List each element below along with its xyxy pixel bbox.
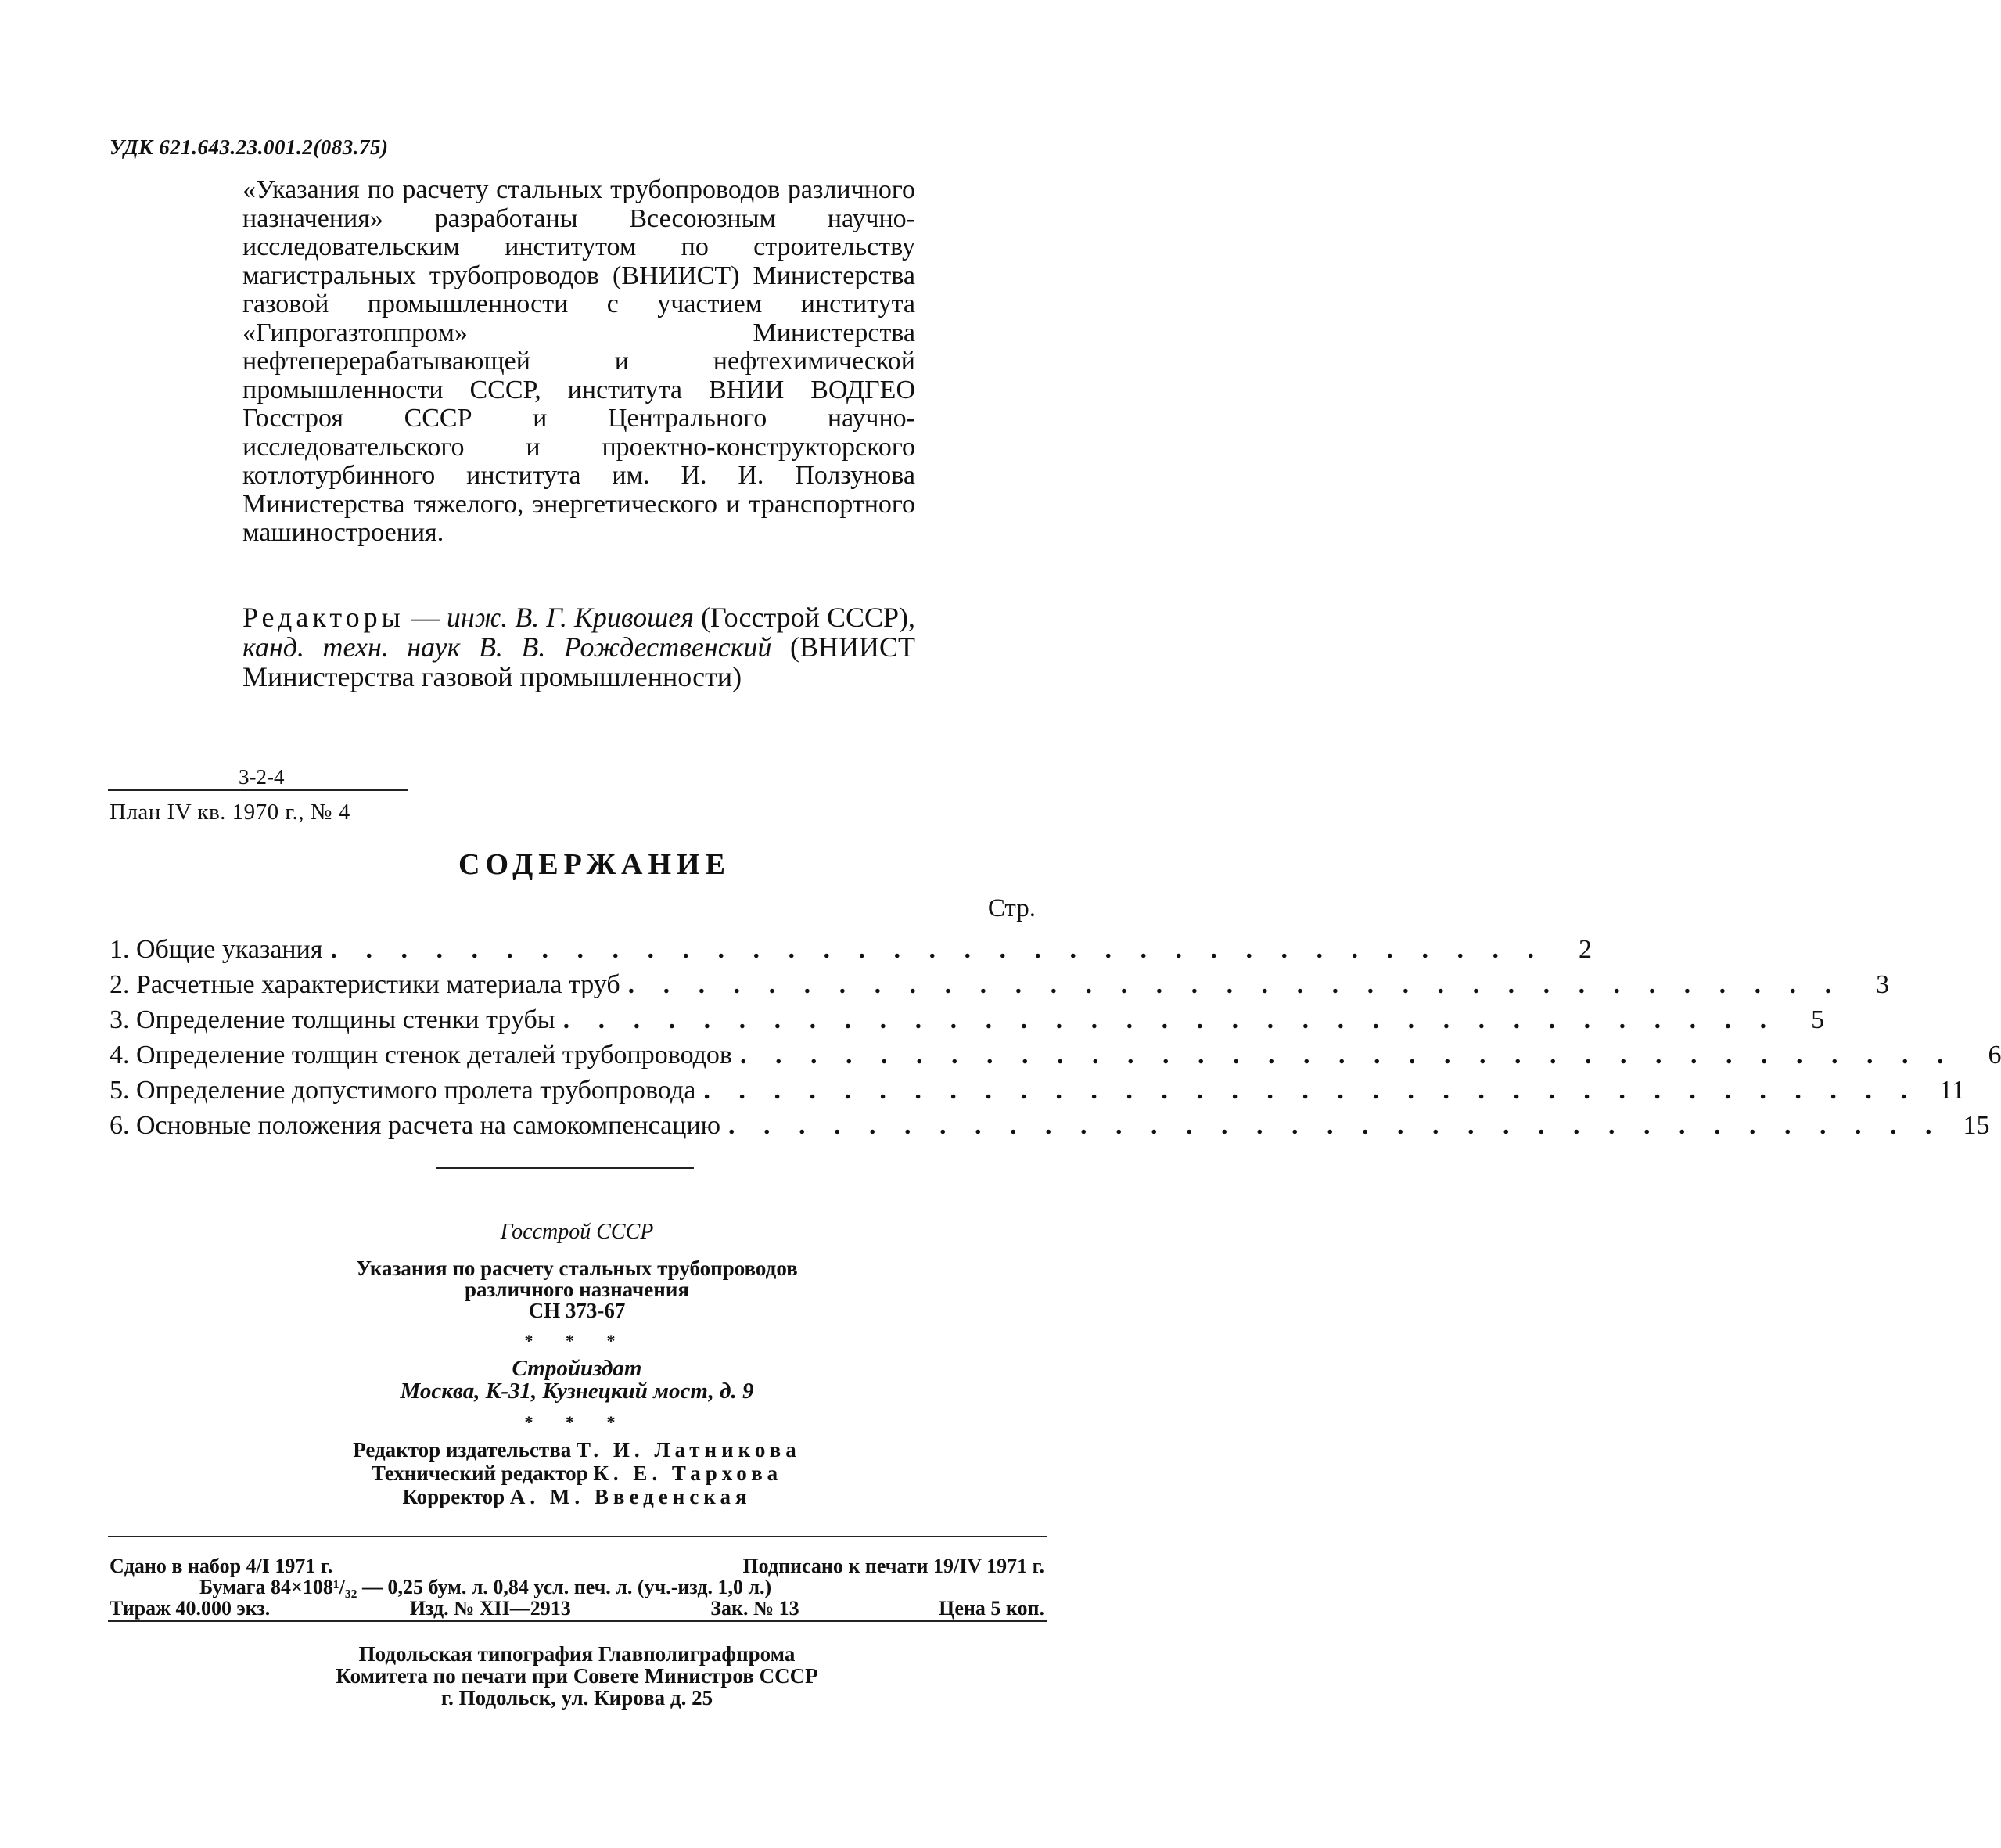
- toc-item-page: 2: [1578, 935, 1592, 964]
- editor-1-name: инж. В. Г. Кривошея: [446, 602, 694, 633]
- toc-item-label: 5. Определение допустимого пролета трубопровода: [110, 1076, 696, 1105]
- colophon-line-2: [110, 1577, 1044, 1598]
- toc-item-page: 11: [1939, 1076, 1965, 1105]
- editor-1-org: (Госстрой СССР),: [693, 602, 915, 633]
- toc-item-label: 1. Общие указания: [110, 935, 323, 964]
- imprint-title-line-1: Указания по расчету стальных трубопроводов: [356, 1257, 798, 1280]
- toc-leader: . . . . . . . . . . . . . . . . . . . . . . . . . . . . . . . . . . .: [703, 1076, 1918, 1105]
- imprint-address: Москва, К-31, Кузнецкий мост, д. 9: [400, 1379, 754, 1404]
- printer-info: [110, 1643, 1044, 1709]
- colophon-price: Цена 5 коп.: [939, 1597, 1044, 1620]
- toc-item-label: 4. Определение толщин стенок деталей трубопроводов: [110, 1041, 732, 1070]
- printer-line-1: Подольская типография Главполиграфпрома: [358, 1642, 796, 1666]
- toc-item-page: 6: [1988, 1041, 2001, 1070]
- colophon-line-3: [110, 1598, 1044, 1619]
- imprint-editor-label: Редактор издательства: [353, 1438, 572, 1462]
- table-of-contents: [110, 935, 2001, 1146]
- colophon-bottom-rule: [108, 1620, 1047, 1622]
- imprint-org: Госстрой СССР: [500, 1220, 654, 1244]
- editors-dash: —: [404, 602, 447, 633]
- printer-line-2: Комитета по печати при Совете Министров СССР: [336, 1664, 818, 1688]
- code-divider: [108, 789, 408, 791]
- toc-leader: . . . . . . . . . . . . . . . . . . . . . . . . . . . . . . . . . . .: [562, 1005, 1778, 1034]
- colophon-signed: Подписано к печати 19/IV 1971 г.: [742, 1555, 1044, 1577]
- imprint-tech-label: Технический редактор: [371, 1462, 588, 1485]
- imprint-title-line-2: различного назначения: [464, 1278, 689, 1301]
- toc-item-page: 5: [1811, 1005, 1825, 1034]
- catalog-code: 3-2-4: [239, 765, 285, 789]
- imprint-tech-name: К. Е. Тархова: [593, 1462, 783, 1485]
- editors-paragraph: [242, 602, 915, 692]
- section-divider: [436, 1167, 694, 1169]
- toc-item-label: 3. Определение толщины стенки трубы: [110, 1005, 555, 1034]
- colophon-top-rule: [108, 1536, 1047, 1537]
- toc-item: [110, 1076, 1965, 1111]
- asterism-1: * * *: [524, 1331, 630, 1350]
- colophon-izd: Изд. № XII—2913: [409, 1597, 571, 1620]
- colophon-paper: Бумага 84×108¹/₃₂ — 0,25 бум. л. 0,84 усл. печ. л. (уч.-изд. 1,0 л.): [199, 1576, 772, 1598]
- colophon-order: Зак. № 13: [710, 1597, 799, 1620]
- printer-line-3: г. Подольск, ул. Кирова д. 25: [440, 1686, 713, 1710]
- imprint-proof-name: А. М. Введенская: [509, 1485, 752, 1508]
- toc-item-page: 15: [1963, 1111, 1990, 1140]
- udk-code: УДК 621.643.23.001.2(083.75): [110, 135, 389, 159]
- imprint-publisher: Стройиздат: [512, 1356, 642, 1381]
- imprint-tech-editor: [110, 1462, 1044, 1484]
- colophon-run: Тираж 40.000 экз.: [110, 1597, 271, 1620]
- toc-item-page: 3: [1876, 970, 1890, 999]
- intro-paragraph: «Указания по расчету стальных трубопроводов различного назначения» разработаны Всесоюзным научно-исследовательским институтом по строительству магистральных трубопроводов (ВНИИСТ) Министерства газовой промышленности с участием института «Гипрогазтоппром» Министерства нефтеперерабатывающей и нефтехимической промышленности СССР, института ВНИИ ВОДГЕО Госстроя СССР и Центрального научно-исследовательского и проектно-конструкторского котлотурбинного института им. И. И. Ползунова Министерства тяжелого, энергетического и транспортного машиностроения.: [242, 175, 915, 547]
- editor-2-name: канд. техн. наук В. В. Рождественский: [242, 631, 772, 663]
- toc-title: СОДЕРЖАНИЕ: [458, 848, 731, 881]
- toc-leader: . . . . . . . . . . . . . . . . . . . . . . . . . . . . . . . . . . .: [728, 1111, 1943, 1140]
- colophon-line-1: [110, 1555, 1044, 1577]
- toc-item: [110, 1005, 1825, 1041]
- toc-item: [110, 1111, 1990, 1146]
- toc-leader: . . . . . . . . . . . . . . . . . . . . . . . . . . . . . . . . . . .: [627, 970, 1843, 999]
- publishing-plan: План IV кв. 1970 г., № 4: [110, 800, 350, 825]
- colophon-sent: Сдано в набор 4/I 1971 г.: [110, 1555, 333, 1577]
- toc-item: [110, 970, 1890, 1005]
- editors-label: Редакторы: [242, 602, 404, 633]
- toc-item-label: 2. Расчетные характеристики материала труб: [110, 970, 620, 999]
- toc-leader: . . . . . . . . . . . . . . . . . . . . . . . . . . . . . . . . . . .: [739, 1041, 1955, 1070]
- toc-item: [110, 935, 1592, 970]
- imprint-editor-name: Т. И. Латникова: [577, 1438, 801, 1462]
- toc-item: [110, 1041, 2001, 1076]
- asterism-2: * * *: [524, 1412, 630, 1432]
- editor-2-org: (ВНИИСТ Министерства газовой промышленности): [242, 631, 916, 692]
- imprint-book-code: СН 373-67: [528, 1299, 626, 1322]
- imprint-editor: [110, 1439, 1044, 1461]
- colophon: [110, 1555, 1044, 1619]
- toc-leader: . . . . . . . . . . . . . . . . . . . . . . . . . . . . . . . . . . .: [330, 935, 1545, 964]
- toc-page-header: Стр.: [987, 894, 1036, 922]
- imprint-block: [110, 1221, 1044, 1508]
- imprint-proofreader: [110, 1486, 1044, 1508]
- toc-item-label: 6. Основные положения расчета на самокомпенсацию: [110, 1111, 721, 1140]
- imprint-proof-label: Корректор: [402, 1485, 505, 1508]
